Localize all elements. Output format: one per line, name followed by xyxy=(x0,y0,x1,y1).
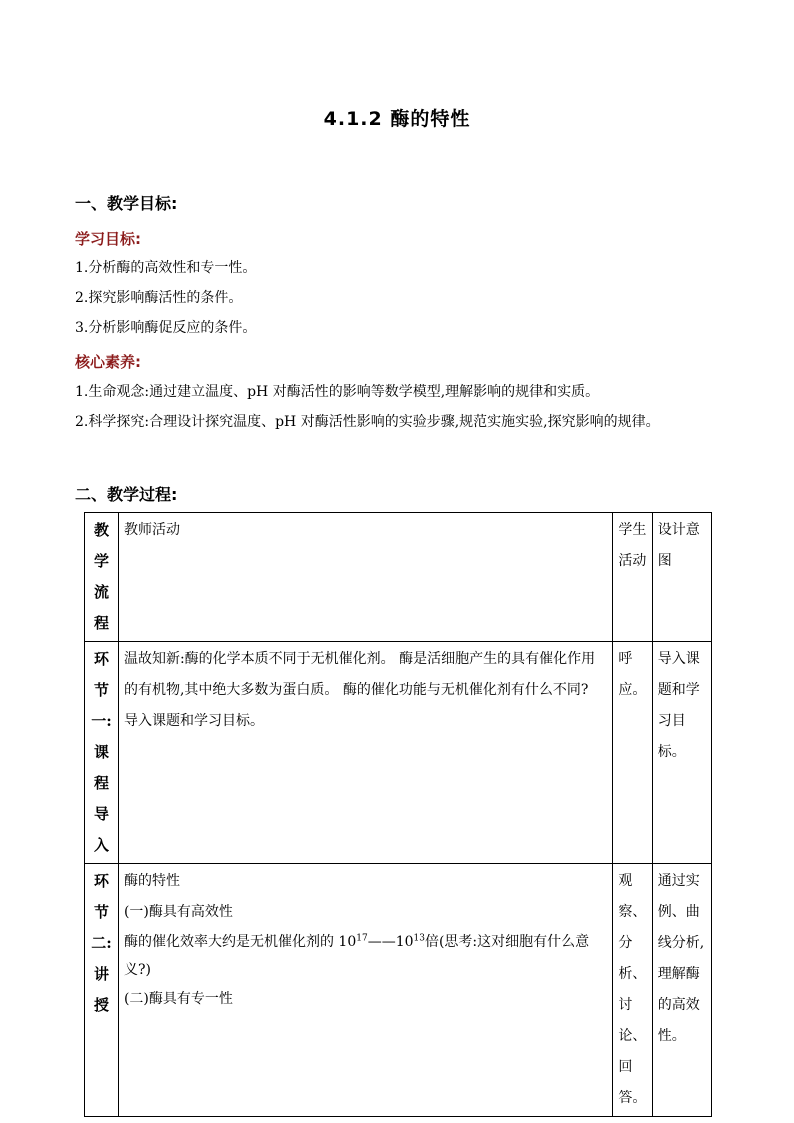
header-design-intent: 设计意图 xyxy=(652,513,711,642)
learning-goal-2: 2.探究影响酶活性的条件。 xyxy=(75,290,243,306)
row2-student-activity: 观察、分析、讨论、回答。 xyxy=(613,864,652,1117)
learning-goal-1: 1.分析酶的高效性和专一性。 xyxy=(75,260,257,276)
section-heading-objectives: 一、教学目标: xyxy=(75,194,178,213)
header-student-activity: 学生活动 xyxy=(613,513,652,642)
row2-design-intent: 通过实例、曲线分析,理解酶的高效性。 xyxy=(652,864,711,1117)
row2-teacher-activity: 酶的特性 (一)酶具有高效性 酶的催化效率大约是无机催化剂的 $10^{17}——10^{13}$倍(思考:这对细胞有什么意义?) (二)酶具有专一性 xyxy=(118,864,612,1117)
core-literacy-2: 2.科学探究:合理设计探究温度、pH 对酶活性影响的实验步骤,规范实施实验,探究影响的规律。 xyxy=(75,414,660,430)
learning-goal-3: 3.分析影响酶促反应的条件。 xyxy=(75,320,257,336)
table-row xyxy=(85,864,712,1117)
row1-flow: 环 节 一: 课 程 导 入 xyxy=(85,642,119,864)
row1-design-intent: 导入课题和学习目标。 xyxy=(652,642,711,864)
core-literacy-label: 核心素养: xyxy=(75,353,141,371)
header-teacher-activity: 教师活动 xyxy=(118,513,612,642)
row1-student-activity: 呼应。 xyxy=(613,642,652,864)
table-row xyxy=(85,642,712,864)
learning-goals-label: 学习目标: xyxy=(75,230,141,248)
row2-flow: 环 节 二: 讲 授 xyxy=(85,864,119,1117)
page-title: 4.1.2 酶的特性 xyxy=(323,108,471,130)
section-heading-process: 二、教学过程: xyxy=(75,485,178,504)
core-literacy-1: 1.生命观念:通过建立温度、pH 对酶活性的影响等数学模型,理解影响的规律和实质。 xyxy=(75,384,600,400)
header-flow: 教 学 流 程 xyxy=(85,513,119,642)
row1-teacher-activity: 温故知新:酶的化学本质不同于无机催化剂。 酶是活细胞产生的具有催化作用的有机物,其中绝大多数为蛋白质。 酶的催化功能与无机催化剂有什么不同? 导入课题和学习目标。 xyxy=(118,642,612,864)
teaching-process-table xyxy=(84,512,712,1117)
table-header-row xyxy=(85,513,712,642)
